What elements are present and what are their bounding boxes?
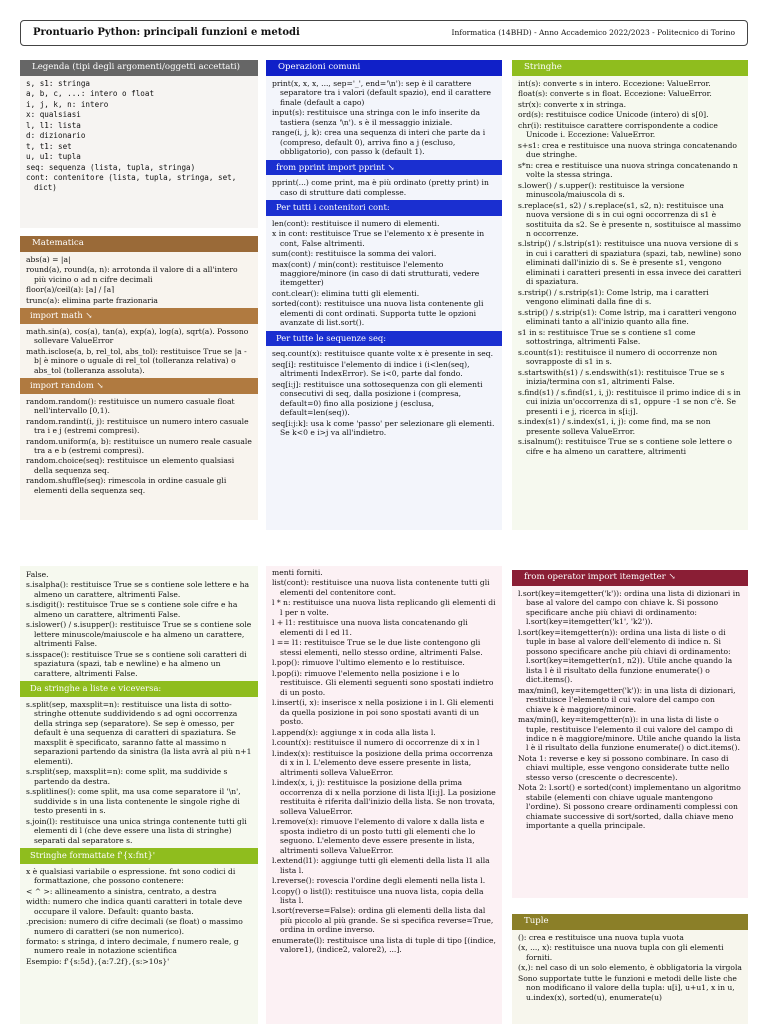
- list-item: i, j, k, n: intero: [26, 99, 109, 109]
- list-item: enumerate(l): restituisce una lista di tuple di tipo [(indice, valore1), (indice2, valore2), ...].: [272, 935, 496, 955]
- list-item: l.count(x): restituisce il numero di occorrenze di x in l: [272, 738, 480, 748]
- list-item: l + l1: restituisce una nuova lista concatenando gli elementi di l ed l1.: [272, 618, 468, 637]
- list-item: s.join(l): restituisce una unica stringa contenente tutti gli elementi di l (che deve essere una lista di stringhe) separati dal separatore s.: [26, 816, 247, 845]
- list-item: ord(s): restituisce codice Unicode (intero) di s[0].: [518, 110, 709, 120]
- list-item: pprint(...) come print, ma è più ordinato (pretty print) in caso di strutture dati complesse.: [272, 178, 489, 197]
- list-item: l.append(x): aggiunge x in coda alla lista l.: [272, 727, 436, 737]
- list-item: math.sin(a), cos(a), tan(a), exp(a), log(a), sqrt(a). Possono sollevare ValueError: [26, 326, 249, 346]
- list-item: range(i, j, k): crea una sequenza di interi che parte da i (compreso, default 0), arriva fino a j (escluso, obbligatorio), con passo k (default 1).: [272, 128, 486, 157]
- list-item: s.startswith(s1) / s.endswith(s1): restituisce True se s inizia/termina con s1, altrimenti False.: [518, 367, 725, 387]
- list-item: input(s): restituisce una stringa con le info inserite da tastiera (senza '\n'). s è il messaggio iniziale.: [272, 108, 480, 127]
- list-item: s.index(s1) / s.index(s1, i, j): come find, ma se non presente solleva ValueError.: [518, 417, 711, 436]
- list-item: sum(cont): restituisce la somma dei valori.: [272, 249, 437, 259]
- list-item: l * n: restituisce una nuova lista replicando gli elementi di l per n volte.: [272, 598, 496, 617]
- list-item: Nota 2: l.sort() e sorted(cont) implementano un algoritmo stabile (elementi con chiave uguale mantengono l'ordine). Si possono creare ordinamenti complessi con chiamate successive di sort/sorted, dalla chiave meno importante a quella principale.: [518, 783, 741, 831]
- stringhe-continued-list: [20, 566, 258, 678]
- matematica-title: Matematica: [20, 236, 258, 252]
- itemgetter-section: [512, 570, 748, 898]
- list-item: random.uniform(a, b): restituisce un numero reale casuale tra a e b (estremi compresi).: [26, 436, 252, 455]
- split-list: [20, 700, 258, 845]
- matematica-section: [20, 236, 258, 520]
- list-item: cont.clear(): elimina tutti gli elementi.: [272, 288, 420, 298]
- list-item: l.index(x): restituisce la posizione della prima occorrenza di x in l. L'elemento deve essere presente in lista, altrimenti solleva ValueError.: [272, 748, 493, 777]
- tuple-list: [512, 933, 748, 1002]
- list-item: l.reverse(): rovescia l'ordine degli elementi nella lista l.: [272, 876, 486, 886]
- list-item: seq.count(x): restituisce quante volte x è presente in seq.: [272, 349, 494, 359]
- list-item: s.split(sep, maxsplit=n): restituisce una lista di sotto-stringhe ottenute suddividendo s ad ogni occorrenza della stringa sep (separatore). Se sep è omesso, per default è una sequenza di caratteri di spaziatura. Se maxsplit è specificato, saranno fatte al massimo n separazioni partendo da sinistra (la lista avrà al più n+1 elementi).: [26, 699, 252, 766]
- list-item: seq[i:j:k]: usa k come 'passo' per selezionare gli elementi. Se k<0 e i>j va all'indietro.: [272, 418, 495, 438]
- list-item: u, u1: tupla: [26, 152, 81, 162]
- list-item: x è qualsiasi variabile o espressione. fnt sono codici di formattazione, che possono contenere:: [26, 866, 236, 886]
- list-item: Nota 1: reverse e key si possono combinare. In caso di chiavi multiple, esse vengono considerate tutte nello stesso verso (crescente o decrescente).: [518, 753, 730, 782]
- import-random-title: import random ↘: [20, 378, 258, 394]
- list-item: chr(i): restituisce carattere corrispondente a codice Unicode i. Eccezione: ValueError.: [518, 120, 718, 140]
- list-item: math.isclose(a, b, rel_tol, abs_tol): restituisce True se |a - b| è minore o uguale di rel_tol (tolleranza relativa) o abs_tol (tolleranza assoluta).: [26, 346, 247, 375]
- list-item: x: qualsiasi: [26, 110, 81, 120]
- stringhe-title: Stringhe: [512, 60, 748, 76]
- list-item: l.index(x, i, j): restituisce la posizione della prima occorrenza di x nella porzione di lista l[i:j]. La posizione restituita è riferita dall'inizio della lista. Se non trovata, solleva ValueError.: [272, 778, 496, 816]
- liste-list: [266, 566, 502, 955]
- itemgetter-list: [512, 589, 748, 831]
- list-item: int(s): converte s in intero. Eccezione: ValueError.: [518, 78, 711, 88]
- list-item: trunc(a): elimina parte frazionaria: [26, 295, 158, 305]
- legenda-title: Legenda (tipi degli argomenti/oggetti accettati): [20, 60, 258, 76]
- liste-section: [266, 566, 502, 1024]
- list-item: s.rsplit(sep, maxsplit=n): come split, ma suddivide s partendo da destra.: [26, 767, 228, 786]
- format-list: [20, 867, 258, 967]
- legenda-section: [20, 60, 258, 228]
- math-list: [20, 327, 258, 375]
- list-item: random.random(): restituisce un numero casuale float nell'intervallo [0,1).: [26, 396, 235, 416]
- legenda-list: [20, 79, 258, 192]
- list-item: s.isspace(): restituisce True se s contiene soli caratteri di spaziatura (spazi, tab e newline) e ha almeno un carattere, altrimenti False.: [26, 649, 247, 678]
- list-item: abs(a) = |a|: [26, 254, 71, 264]
- list-item: l.sort(key=itemgetter(n)): ordina una lista di liste o di tuple in base al valore dell'elemento di indice n. Si possono specificare anche più chiavi di ordinamento: l.sort(key=itemgetter(n1, n2)). Utile anche quando la lista l è il risultato della funzione enumerate() o dict.items().: [518, 627, 733, 685]
- format-title: Stringhe formattate f'{x:fnt}': [20, 848, 258, 864]
- stringhe-list: [512, 79, 748, 456]
- list-item: seq[i:j]: restituisce una sottosequenza con gli elementi consecutivi di seq, dalla posizione i (compresa, default=0) fino alla posizione j (esclusa, default=len(seq)).: [272, 379, 483, 418]
- contenitori-list: [266, 219, 502, 328]
- split-title: Da stringhe a liste e viceversa:: [20, 681, 258, 697]
- list-item: s.find(s1) / s.find(s1, i, j): restituisce il primo indice di s in cui inizia un'occorrenza di s1, oppure -1 se non c'è. Se presenti i e j, ricerca in s[i:j].: [518, 387, 741, 416]
- list-item: s.count(s1): restituisce il numero di occorrenze non sovrapposte di s1 in s.: [518, 347, 718, 367]
- list-item: < ^ >: allineamento a sinistra, centrato, a destra: [26, 886, 217, 896]
- matematica-list: [20, 255, 258, 305]
- list-item: random.shuffle(seq): rimescola in ordine casuale gli elementi della sequenza seq.: [26, 476, 227, 495]
- operazioni-section: [266, 60, 502, 530]
- list-item: (x,): nel caso di un solo elemento, è obbligatoria la virgola: [518, 963, 742, 973]
- list-item: formato: s stringa, d intero decimale, f numero reale, g numero reale in notazione scientifica: [26, 936, 239, 956]
- list-item: l, l1: lista: [26, 120, 81, 130]
- list-item: s.lstrip() / s.lstrip(s1): restituisce una nuova versione di s in cui i caratteri di spaziatura (spazi, tab, newline) sono eliminati dall'inizio di s. Se è presente s1, vengono eliminati i caratteri presenti in essa invece dei caratteri di spaziatura.: [518, 239, 742, 287]
- tuple-section: [512, 914, 748, 1024]
- list-item: a, b, c, ...: intero o float: [26, 89, 155, 99]
- stringhe-section: [512, 60, 748, 530]
- list-item: Esempio: f'{s:5d},{a:7.2f},{s:>10s}': [26, 956, 170, 966]
- list-item: random.choice(seq): restituisce un elemento qualsiasi della sequenza seq.: [26, 456, 235, 475]
- list-item: t, t1: set: [26, 141, 72, 151]
- contenitori-title: Per tutti i contenitori cont:: [266, 200, 502, 216]
- list-item: str(x): converte x in stringa.: [518, 99, 626, 109]
- page-header: [20, 20, 748, 46]
- random-list: [20, 397, 258, 496]
- list-item: l.sort(reverse=False): ordina gli elementi della lista dal più piccolo al più grande. Se si specifica reverse=True, ordina in ordine inverso.: [272, 906, 494, 935]
- tuple-title: Tuple: [512, 914, 748, 930]
- course-info: Informatica (14BHD) - Anno Accademico 2022/2023 - Politecnico di Torino: [451, 28, 735, 38]
- list-item: width: numero che indica quanti caratteri in totale deve occupare il valore. Default: quanto basta.: [26, 897, 243, 916]
- list-item: floor(a)/ceil(a): ⌊a⌋ / ⌈a⌉: [26, 285, 115, 295]
- list-item: l.copy() o list(l): restituisce una nuova lista, copia della lista l.: [272, 886, 484, 905]
- list-item: l.remove(x): rimuove l'elemento di valore x dalla lista e sposta indietro di un posto tutti gli elementi che lo seguono. L'elemento deve essere presente in lista, altrimenti solleva ValueError.: [272, 817, 485, 855]
- list-item: menti forniti.: [272, 568, 323, 577]
- list-item: s.rstrip() / s.rstrip(s1): Come lstrip, ma i caratteri vengono eliminati dalla fine di s.: [518, 287, 709, 307]
- list-item: s.islower() / s.isupper(): restituisce True se s contiene sole lettere minuscole/maiuscole e ha almeno un carattere, altrimenti False.: [26, 620, 252, 649]
- list-item: round(a), round(a, n): arrotonda il valore di a all'intero più vicino o ad n cifre decimali: [26, 265, 238, 284]
- pprint-list: [266, 178, 502, 197]
- sequenze-list: [266, 349, 502, 437]
- sequenze-title: Per tutte le sequenze seq:: [266, 331, 502, 347]
- list-item: l == l1: restituisce True se le due liste contengono gli stessi elementi, nello stesso ordine, altrimenti False.: [272, 638, 483, 657]
- list-item: d: dizionario: [26, 131, 86, 141]
- list-item: s.strip() / s.strip(s1): Come lstrip, ma i caratteri vengono eliminati tanto a all'inizio quanto alla fine.: [518, 307, 737, 327]
- list-item: sorted(cont): restituisce una nuova lista contenente gli elementi di cont ordinati. Supporta tutte le opzioni avanzate di list.sort().: [272, 299, 484, 328]
- list-item: s.isalnum(): restituisce True se s contiene sole lettere o cifre e ha almeno un carattere, altrimenti: [518, 437, 732, 456]
- list-item: l.pop(i): rimuove l'elemento nella posizione i e lo restituisce. Gli elementi seguenti sono spostati indietro di un posto.: [272, 668, 494, 697]
- list-item: .precision: numero di cifre decimali (se float) o massimo numero di caratteri (se non numerico).: [26, 917, 243, 936]
- page-title: Prontuario Python: principali funzioni e metodi: [33, 26, 300, 38]
- list-item: max/min(l, key=itemgetter(n)): in una lista di liste o tuple, restituisce l'elemento il cui valore del campo di indice n è maggiore/minore. Utile anche quando la lista l è il risultato della funzione enumerate() o dict.items().: [518, 715, 741, 753]
- list-item: False.: [26, 570, 49, 579]
- list-item: s.splitlines(): come split, ma usa come separatore il '\n', suddivide s in una lista contenente le singole righe di testo presenti in s.: [26, 787, 241, 816]
- operazioni-list: [266, 79, 502, 157]
- list-item: (): crea e restituisce una nuova tupla vuota: [518, 932, 684, 942]
- operazioni-title: Operazioni comuni: [266, 60, 502, 76]
- stringhe-continued-section: [20, 566, 258, 1024]
- list-item: l.extend(l1): aggiunge tutti gli elementi della lista l1 alla lista l.: [272, 856, 490, 875]
- list-item: (x, ..., x): restituisce una nuova tupla con gli elementi forniti.: [518, 943, 724, 962]
- list-item: len(cont): restituisce il numero di elementi.: [272, 218, 440, 228]
- list-item: max/min(l, key=itemgetter('k')): in una lista di dizionari, restituisce l'elemento il cui valore del campo con chiave k è maggiore/minore.: [518, 685, 736, 714]
- list-item: s+s1: crea e restituisce una nuova stringa concatenando due stringhe.: [518, 140, 737, 160]
- list-item: x in cont: restituisce True se l'elemento x è presente in cont, False altrimenti.: [272, 229, 485, 248]
- list-item: s*n: crea e restituisce una nuova stringa concatenando n volte la stessa stringa.: [518, 160, 738, 180]
- itemgetter-title: from operator import itemgetter ↘: [512, 570, 748, 586]
- list-item: print(x, x, x, ..., sep='_', end='\n'): sep è il carattere separatore tra i valori (default spazio), end il carattere finale (default a capo): [272, 78, 491, 107]
- pprint-title: from pprint import pprint ↘: [266, 160, 502, 176]
- list-item: cont: contenitore (lista, tupla, stringa, set, dict): [26, 173, 237, 192]
- list-item: seq[i]: restituisce l'elemento di indice i (i<len(seq), altrimenti IndexError). Se i<0, parte dal fondo.: [272, 359, 470, 379]
- list-item: s.isdigit(): restituisce True se s contiene sole cifre e ha almeno un carattere, altrimenti False.: [26, 600, 238, 619]
- list-item: l.insert(i, x): inserisce x nella posizione i in l. Gli elementi da quella posizione in poi sono spostati avanti di un posto.: [272, 698, 494, 727]
- list-item: float(s): converte s in float. Eccezione: ValueError.: [518, 89, 712, 99]
- list-item: l.pop(): rimuove l'ultimo elemento e lo restituisce.: [272, 658, 465, 668]
- list-item: Sono supportate tutte le funzioni e metodi delle liste che non modificano il valore della tupla: u[i], u+u1, x in u, u.index(x), sorted(u), enumerate(u): [518, 973, 737, 1002]
- list-item: seq: sequenza (lista, tupla, stringa): [26, 162, 196, 172]
- import-math-title: import math ↘: [20, 308, 258, 324]
- list-item: s, s1: stringa: [26, 78, 91, 88]
- list-item: random.randint(i, j): restituisce un numero intero casuale tra i e j (estremi compresi).: [26, 416, 249, 436]
- list-item: s.isalpha(): restituisce True se s contiene sole lettere e ha almeno un carattere, altrimenti False.: [26, 580, 249, 599]
- list-item: list(cont): restituisce una nuova lista contenente tutti gli elementi del contenitore cont.: [272, 578, 490, 597]
- list-item: s1 in s: restituisce True se s contiene s1 come sottostringa, altrimenti False.: [518, 327, 696, 347]
- list-item: s.lower() / s.upper(): restituisce la versione minuscola/maiuscola di s.: [518, 180, 685, 200]
- list-item: s.replace(s1, s2) / s.replace(s1, s2, n): restituisce una nuova versione di s in cui ogni occorrenza di s1 è sostituita da s2. Se è presente n, sostituisce al massimo n occorrenze.: [518, 200, 741, 238]
- list-item: max(cont) / min(cont): restituisce l'elemento maggiore/minore (in caso di dati strutturati, vedere itemgetter): [272, 259, 480, 288]
- list-item: l.sort(key=itemgetter('k')): ordina una lista di dizionari in base al valore del campo con chiave k. Si possono specificare anche più chiavi di ordinamento: l.sort(key=itemgetter('k1', 'k2')).: [518, 588, 741, 627]
